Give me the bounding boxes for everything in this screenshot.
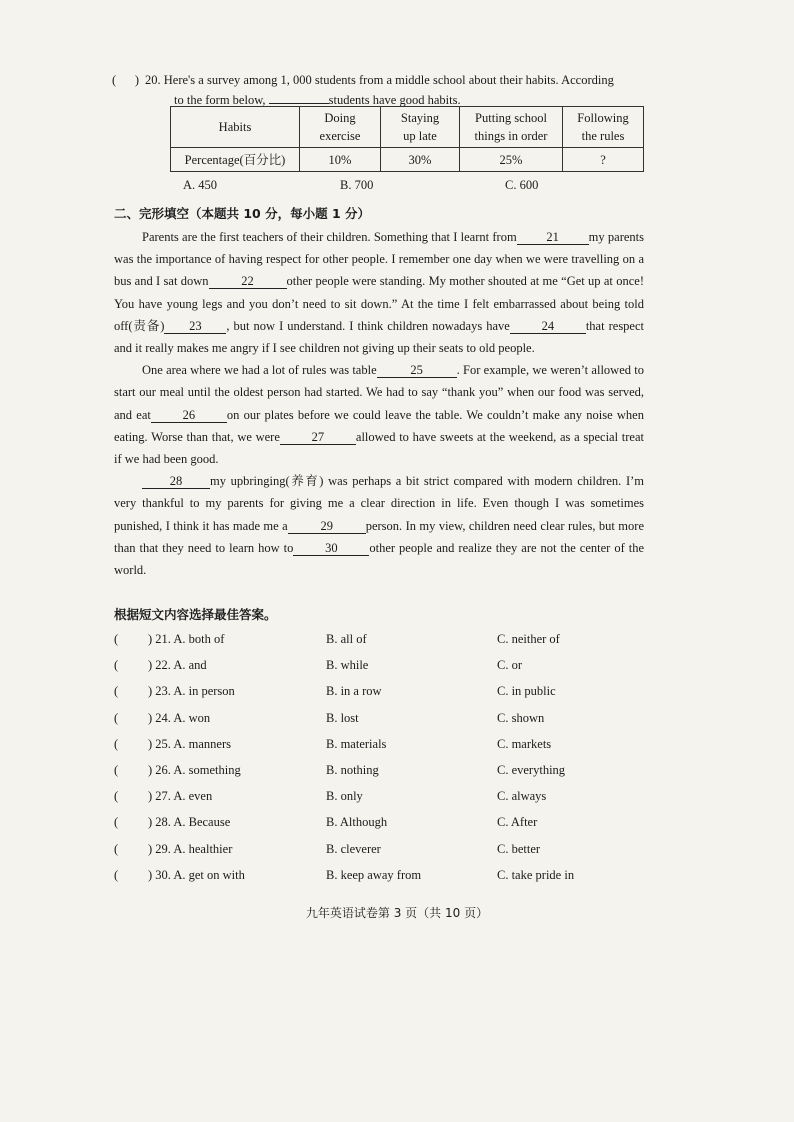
survey-table bbox=[170, 106, 644, 172]
instruction: 根据短文内容选择最佳答案。 bbox=[114, 607, 277, 622]
section-title: 二、完形填空（本题共 10 分，每小题 1 分） bbox=[114, 206, 371, 221]
option-c[interactable]: C. everything bbox=[497, 762, 566, 777]
option-c[interactable]: C. better bbox=[497, 841, 541, 856]
option-b[interactable]: B. nothing bbox=[326, 762, 379, 777]
option-c[interactable]: C. shown bbox=[497, 710, 545, 725]
option-b[interactable]: B. Although bbox=[326, 815, 388, 830]
option-b[interactable]: B. keep away from bbox=[326, 867, 422, 882]
answer-paren-open[interactable]: ( bbox=[114, 815, 119, 830]
answer-paren-open[interactable]: ( bbox=[114, 684, 119, 699]
choice-a[interactable]: A. 450 bbox=[183, 178, 218, 192]
blank-27[interactable]: 27 bbox=[280, 430, 356, 445]
option-row-30 bbox=[114, 868, 654, 894]
option-b[interactable]: B. lost bbox=[326, 710, 359, 725]
answer-paren-open[interactable]: ( bbox=[114, 632, 119, 646]
table-header-row bbox=[171, 107, 644, 148]
option-c[interactable]: C. or bbox=[497, 658, 522, 673]
paragraph-2: One area where we had a lot of rules was table 25 . For example, we weren’t allowed to start our meal until the oldest person had started. We had to say “thank you” when our food was served, and eat 26 on our plates before we could leave the table. We couldn’t make any noise when eating. Worse than that, we were 27 allowed to have sweets at the weekend, as a special treat if we had been good. bbox=[114, 363, 644, 467]
options-list bbox=[114, 632, 654, 894]
option-a[interactable]: ) 27. A. even bbox=[148, 789, 213, 804]
option-b[interactable]: B. in a row bbox=[326, 684, 382, 699]
option-a[interactable]: ) 24. A. won bbox=[148, 710, 211, 725]
blank-21[interactable]: 21 bbox=[517, 230, 589, 245]
option-row-28 bbox=[114, 815, 654, 841]
option-a[interactable]: ) 22. A. and bbox=[148, 658, 207, 673]
paragraph-3: 28 my upbringing(养育) was perhaps a bit strict compared with modern children. I’m very thankful to my parents for giving me a clear direction in life. Even though I was sometimes punished, I think it has made me a 29 person. In my view, children need clear rules, but more than that they need to learn how to 30 other people and realize they are not the center of the world. bbox=[114, 474, 645, 578]
stem-part-1: to the form below, bbox=[174, 93, 266, 107]
answer-blank bbox=[269, 91, 329, 104]
paragraph-1: Parents are the first teachers of their children. Something that I learnt from 21 my parents was the importance of having respect for other people. I remember one day when we were travelling on a bus and I sat down 22 other people were standing. My mother shouted at me “Get up at once! You have young legs and you don’t need to sit down.” At the time I felt embarrassed about being told off(责备) 23 , but now I understand. I think children nowadays have 24 that respect and it really makes me angry if I see children not giving up their seats to old people. bbox=[114, 230, 644, 356]
blank-25[interactable]: 25 bbox=[377, 363, 457, 378]
header-following-rules: Following the rules bbox=[563, 107, 644, 148]
option-c[interactable]: C. After bbox=[497, 815, 538, 830]
choice-c[interactable]: C. 600 bbox=[505, 178, 539, 192]
option-a[interactable]: ) 30. A. get on with bbox=[148, 867, 245, 882]
header-staying-up-late: Staying up late bbox=[381, 107, 460, 148]
blank-23[interactable]: 23 bbox=[164, 319, 226, 334]
answer-paren-open[interactable]: ( bbox=[114, 658, 119, 673]
page-footer: 九年英语试卷第 3 页（共 10 页） bbox=[305, 906, 489, 920]
cell-exercise: 10% bbox=[300, 148, 381, 172]
cell-order: 25% bbox=[460, 148, 563, 172]
option-row-24 bbox=[114, 711, 654, 737]
blank-22[interactable]: 22 bbox=[209, 274, 287, 289]
close-paren: ) bbox=[134, 73, 140, 87]
option-a[interactable]: ) 21. A. both of bbox=[148, 632, 225, 646]
cloze-passage bbox=[114, 226, 644, 581]
option-a[interactable]: ) 28. A. Because bbox=[148, 815, 231, 830]
answer-paren-open[interactable]: ( bbox=[114, 789, 119, 804]
table-row bbox=[171, 148, 644, 172]
option-row-23 bbox=[114, 684, 654, 710]
option-row-27 bbox=[114, 789, 654, 815]
blank-28[interactable]: 28 bbox=[142, 474, 210, 489]
option-row-25 bbox=[114, 737, 654, 763]
option-b[interactable]: B. materials bbox=[326, 736, 387, 751]
option-a[interactable]: ) 25. A. manners bbox=[148, 736, 231, 751]
option-a[interactable]: ) 26. A. something bbox=[148, 762, 241, 777]
option-row-21 bbox=[114, 632, 654, 658]
blank-30[interactable]: 30 bbox=[293, 541, 369, 556]
option-c[interactable]: C. in public bbox=[497, 684, 556, 699]
cell-rules: ? bbox=[563, 148, 644, 172]
cell-late: 30% bbox=[381, 148, 460, 172]
answer-paren-open[interactable]: ( bbox=[114, 736, 119, 751]
option-c[interactable]: C. always bbox=[497, 789, 547, 804]
header-habits: Habits bbox=[171, 107, 300, 148]
row-label: Percentage(百分比) bbox=[171, 148, 300, 172]
stem-part-2: students have good habits. bbox=[328, 93, 461, 107]
header-putting-school-things: Putting school things in order bbox=[460, 107, 563, 148]
option-b[interactable]: B. while bbox=[326, 658, 369, 673]
option-a[interactable]: ) 23. A. in person bbox=[148, 684, 235, 699]
option-b[interactable]: B. cleverer bbox=[326, 841, 381, 856]
choice-b[interactable]: B. 700 bbox=[340, 178, 374, 192]
option-row-22 bbox=[114, 658, 654, 684]
option-c[interactable]: C. neither of bbox=[497, 632, 560, 646]
question-20-stem-line1: 20. Here's a survey among 1, 000 students from a middle school about their habits. According bbox=[145, 73, 614, 87]
open-paren: ( bbox=[112, 73, 117, 87]
answer-paren-open[interactable]: ( bbox=[114, 867, 119, 882]
blank-29[interactable]: 29 bbox=[288, 519, 366, 534]
option-b[interactable]: B. only bbox=[326, 789, 363, 804]
answer-paren-open[interactable]: ( bbox=[114, 710, 119, 725]
option-row-29 bbox=[114, 842, 654, 868]
option-c[interactable]: C. markets bbox=[497, 736, 552, 751]
answer-paren-open[interactable]: ( bbox=[114, 841, 119, 856]
answer-paren-open[interactable]: ( bbox=[114, 762, 119, 777]
option-row-26 bbox=[114, 763, 654, 789]
option-b[interactable]: B. all of bbox=[326, 632, 367, 646]
blank-26[interactable]: 26 bbox=[151, 408, 227, 423]
option-a[interactable]: ) 29. A. healthier bbox=[148, 841, 233, 856]
blank-24[interactable]: 24 bbox=[510, 319, 586, 334]
option-c[interactable]: C. take pride in bbox=[497, 867, 575, 882]
header-doing-exercise: Doing exercise bbox=[300, 107, 381, 148]
